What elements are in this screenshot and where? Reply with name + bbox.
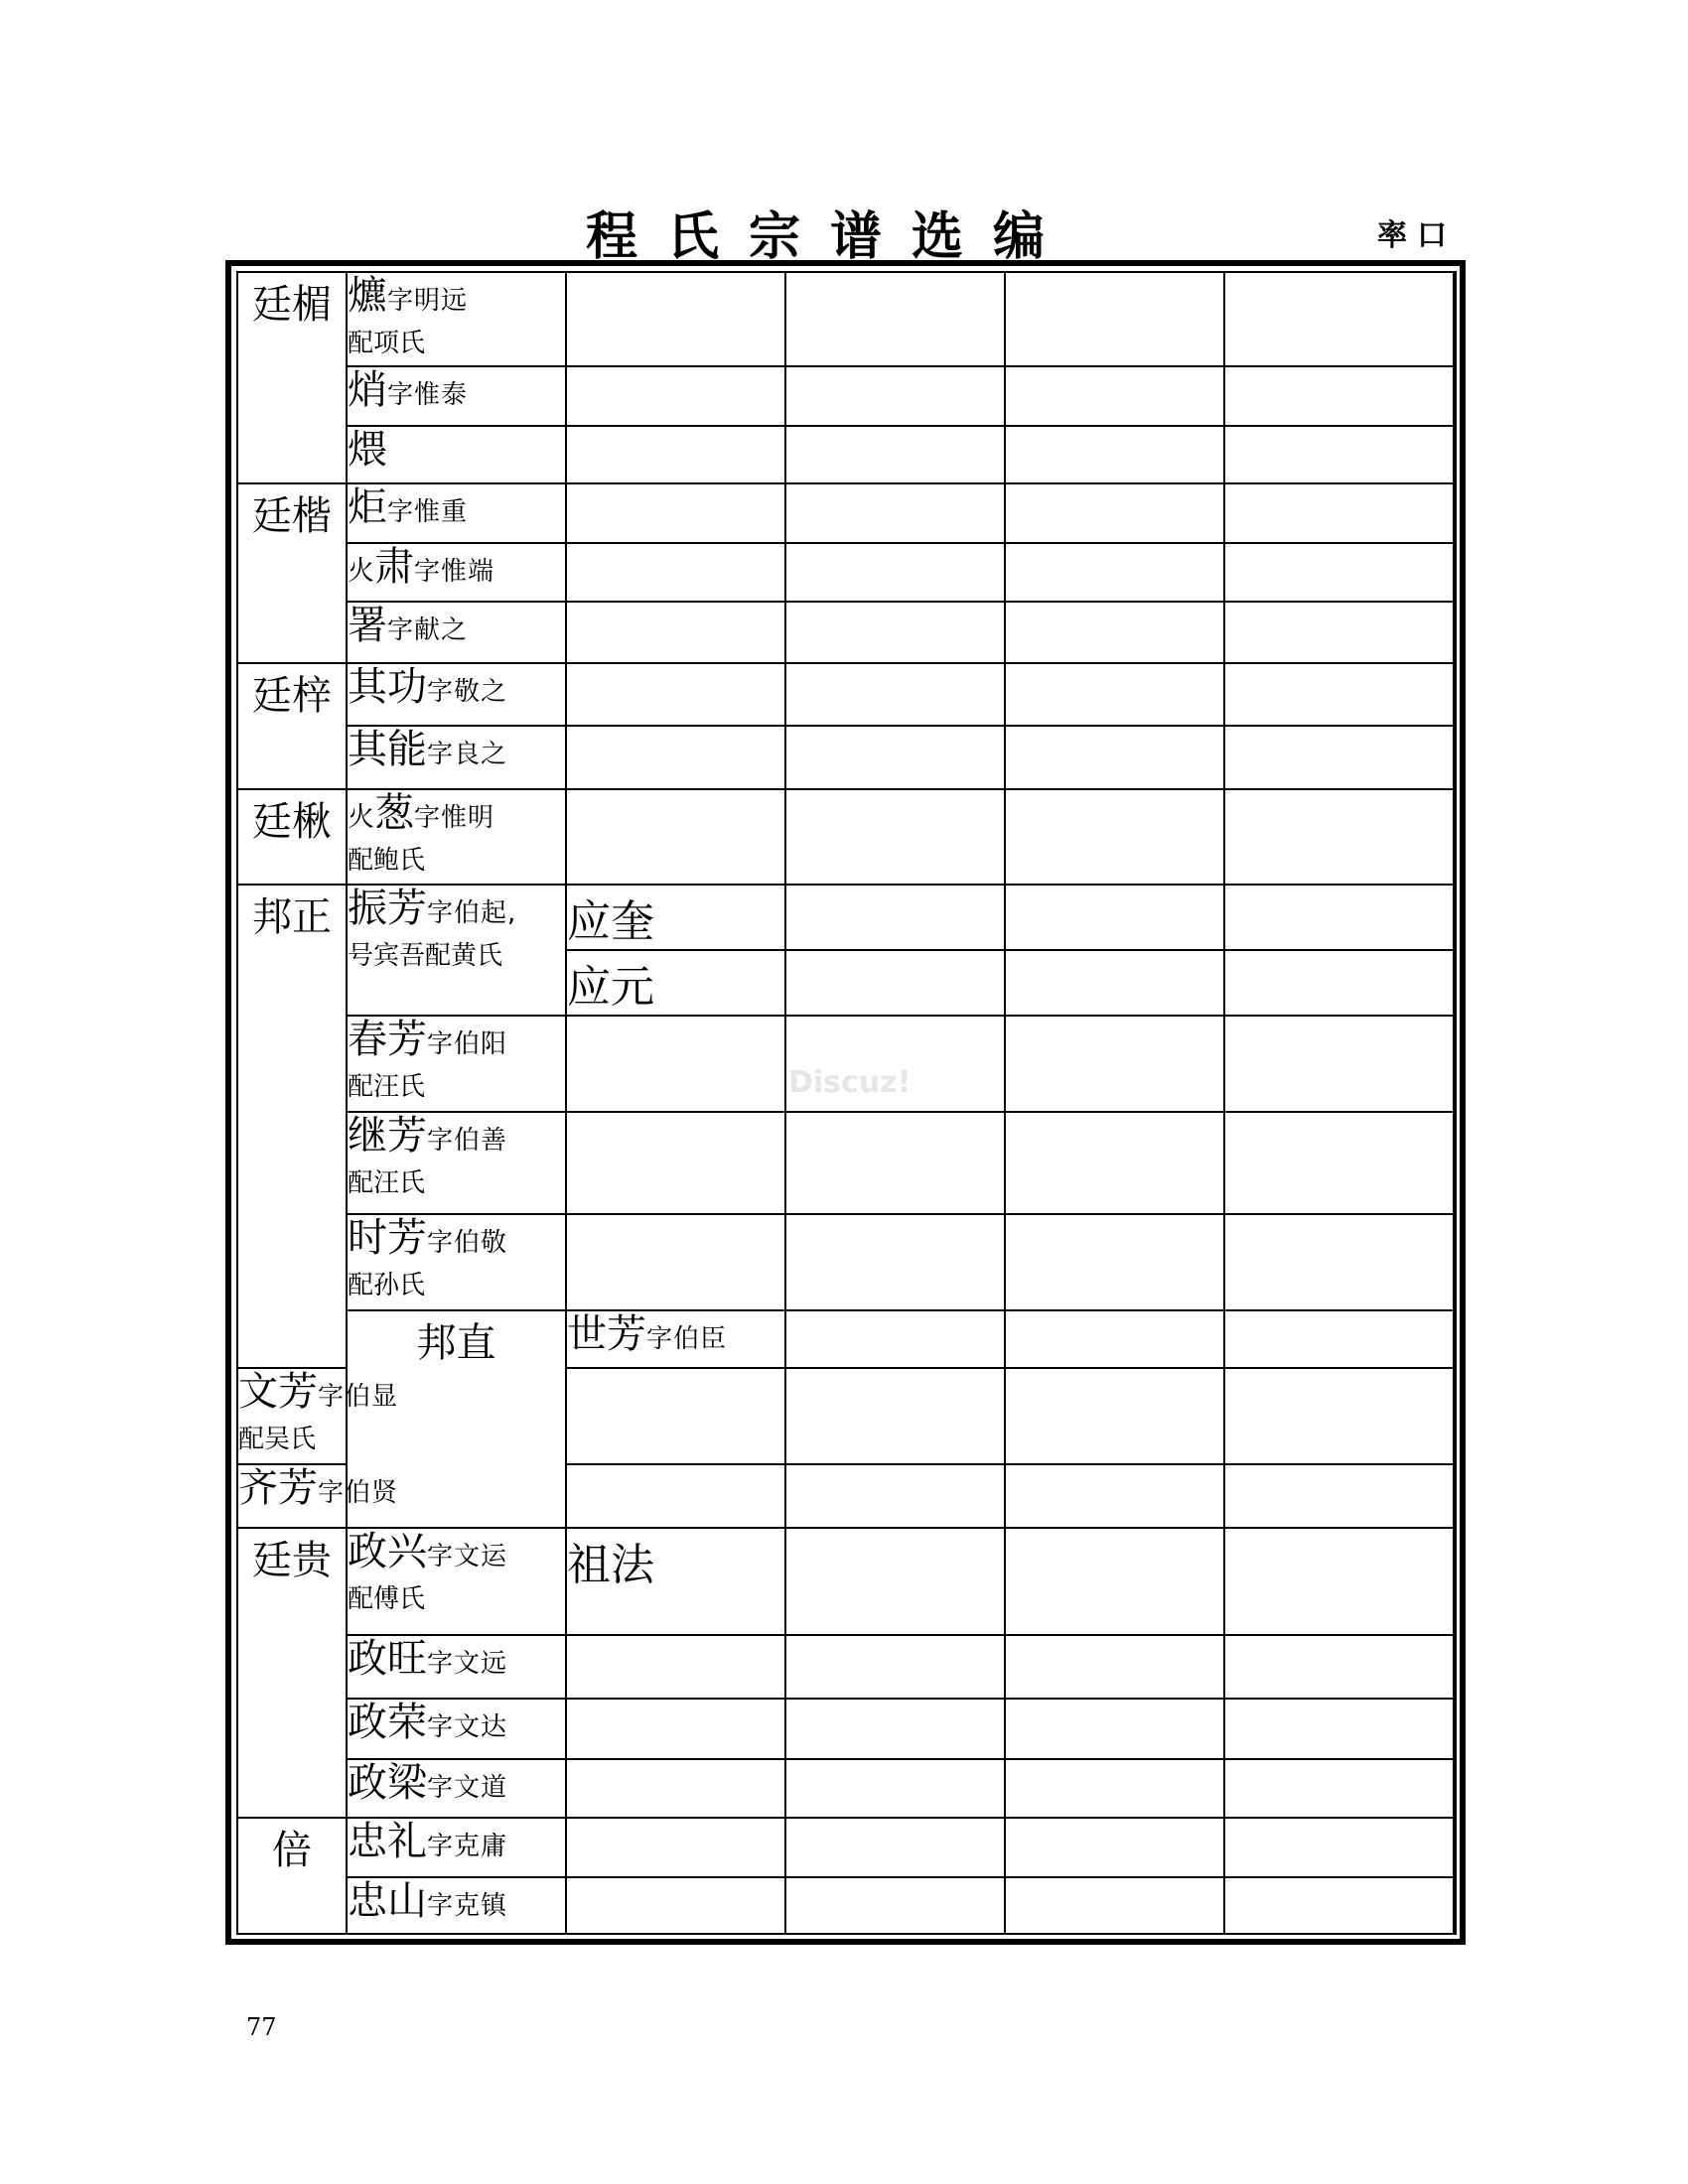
parent-name: 廷楸 (237, 789, 347, 885)
person-cell (347, 726, 566, 789)
parent-name: 廷楷 (237, 483, 347, 663)
spouse-note: 配鲍氏 (348, 846, 426, 876)
page-number: 77 (246, 2013, 277, 2041)
person-cell (347, 789, 566, 885)
courtesy-name: 字惟明 (414, 803, 495, 833)
person-name: 忠礼 (348, 1819, 427, 1864)
courtesy-name: 字良之 (427, 740, 508, 769)
person-name: 振芳 (348, 886, 427, 931)
parent-name: 邦直 (347, 1310, 566, 1528)
person-cell (347, 1759, 566, 1818)
parent-name: 倍 (237, 1818, 347, 1934)
region-label: 率口 (1377, 218, 1457, 253)
spouse-note: 配孙氏 (348, 1271, 426, 1300)
courtesy-name: 字伯臣 (646, 1324, 728, 1354)
person-cell (347, 1528, 566, 1635)
spouse-note: 配汪氏 (348, 1072, 426, 1102)
courtesy-name: 字文远 (427, 1649, 508, 1679)
person-name: 署 (348, 603, 387, 648)
person-cell (347, 602, 566, 663)
parent-name: 廷楣 (237, 272, 347, 483)
person-cell (347, 1699, 566, 1759)
person-cell (566, 1310, 785, 1368)
person-name: 齐芳 (238, 1465, 318, 1511)
courtesy-name: 字惟泰 (387, 380, 469, 410)
courtesy-name: 字明远 (387, 286, 469, 316)
table-row (237, 483, 1456, 543)
table-row (237, 1877, 1456, 1934)
parent-name: 廷梓 (237, 663, 347, 789)
person-cell (347, 1112, 566, 1214)
courtesy-name: 字伯敬 (427, 1228, 508, 1258)
person-cell (347, 1016, 566, 1112)
spouse-note: 号宾吾配黄氏 (348, 941, 503, 971)
person-cell (347, 1214, 566, 1310)
courtesy-name: 字伯起, (427, 898, 517, 928)
courtesy-name: 字献之 (387, 615, 469, 645)
table-row (237, 272, 1456, 366)
table-row (237, 885, 1456, 950)
person-name: 其能 (348, 727, 427, 772)
child-name: 祖法 (566, 1528, 785, 1635)
genealogy-table (236, 271, 1457, 1935)
person-name: 其功 (348, 664, 427, 710)
spouse-note: 配汪氏 (348, 1168, 426, 1198)
person-cell (347, 272, 566, 366)
person-cell (347, 483, 566, 543)
person-name: 春芳 (348, 1017, 427, 1062)
watermark: Discuz! (788, 1065, 912, 1100)
table-row (237, 1528, 1456, 1635)
name-prefix: 火 (348, 802, 374, 833)
person-cell (347, 1635, 566, 1699)
courtesy-name: 字敬之 (427, 677, 508, 707)
courtesy-name: 字文达 (427, 1712, 508, 1742)
child-name: 应元 (566, 950, 785, 1016)
person-name: 政荣 (348, 1700, 427, 1745)
person-cell (237, 1464, 399, 1528)
person-cell (347, 663, 566, 726)
person-name: 政兴 (348, 1529, 427, 1574)
spouse-note: 配傅氏 (348, 1584, 426, 1614)
table-row (237, 1310, 1456, 1368)
table-row (237, 789, 1456, 885)
person-name: 葱 (374, 790, 414, 836)
person-cell (347, 543, 566, 602)
courtesy-name: 字伯贤 (318, 1478, 399, 1508)
spouse-note: 配项氏 (348, 329, 426, 358)
person-name: 焇 (348, 367, 387, 413)
person-name: 肃 (374, 544, 414, 590)
person-name: 继芳 (348, 1113, 427, 1159)
table-row (237, 1635, 1456, 1699)
person-name: 忠山 (348, 1878, 427, 1924)
table-row (237, 366, 1456, 426)
person-cell (347, 1877, 566, 1934)
parent-name: 廷贵 (237, 1528, 347, 1818)
person-name: 爊 (348, 273, 387, 319)
table-row (237, 602, 1456, 663)
courtesy-name: 字伯善 (427, 1126, 508, 1156)
name-prefix: 火 (348, 556, 374, 587)
table-row (237, 1112, 1456, 1214)
spouse-note: 配吴氏 (238, 1425, 317, 1454)
table-row (237, 726, 1456, 789)
table-row (237, 426, 1456, 483)
person-cell (347, 366, 566, 426)
child-name: 应奎 (566, 885, 785, 950)
person-name: 政梁 (348, 1760, 427, 1806)
person-name: 文芳 (238, 1369, 318, 1415)
table-row (237, 1759, 1456, 1818)
courtesy-name: 字伯阳 (427, 1029, 508, 1059)
courtesy-name: 字文道 (427, 1773, 508, 1803)
table-row (237, 1699, 1456, 1759)
courtesy-name: 字文运 (427, 1542, 508, 1571)
table-row (237, 1818, 1456, 1877)
courtesy-name: 字克庸 (427, 1832, 508, 1861)
courtesy-name: 字克镇 (427, 1891, 508, 1921)
table-row (237, 663, 1456, 726)
courtesy-name: 字惟端 (414, 557, 495, 587)
person-cell (237, 1368, 399, 1464)
table-row (237, 543, 1456, 602)
person-cell (347, 1818, 566, 1877)
person-cell (347, 426, 566, 483)
parent-name: 邦正 (237, 885, 347, 1368)
person-cell (347, 885, 566, 1016)
person-name: 煨 (348, 427, 387, 473)
person-name: 政旺 (348, 1636, 427, 1682)
courtesy-name: 字伯显 (318, 1382, 399, 1412)
person-name: 世芳 (567, 1311, 646, 1357)
table-row (237, 1214, 1456, 1310)
person-name: 炬 (348, 484, 387, 530)
page-title: 程氏宗谱选编 (586, 206, 1075, 267)
courtesy-name: 字惟重 (387, 497, 469, 527)
person-name: 时芳 (348, 1215, 427, 1261)
